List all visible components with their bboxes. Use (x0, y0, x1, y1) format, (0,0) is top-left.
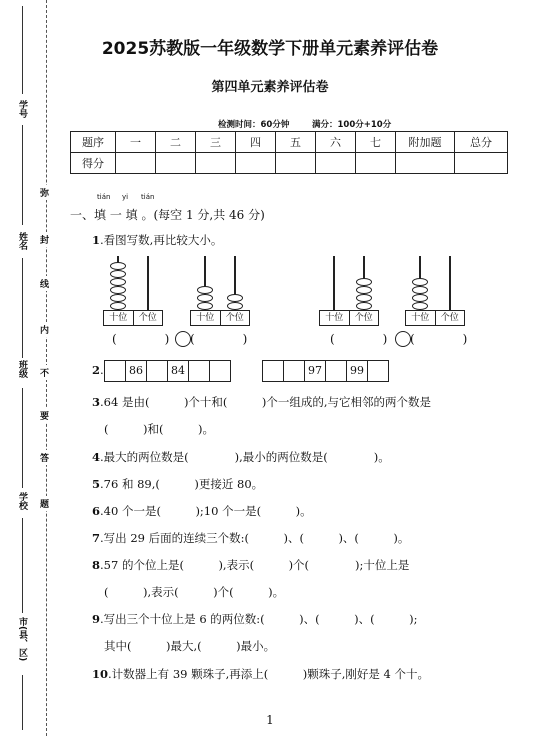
answer-blank[interactable]: ( ) (190, 332, 248, 346)
seal-char: 封 (40, 232, 49, 247)
label-school: 学校 (17, 492, 27, 510)
exam-score: 满分：100分+10分 (312, 120, 392, 130)
number-cell[interactable] (325, 361, 346, 381)
label-name: 姓名 (17, 232, 27, 250)
answer-blank[interactable]: ( ) (330, 332, 388, 346)
compare-circle[interactable] (175, 331, 191, 347)
score-cell[interactable] (396, 153, 455, 174)
blank-line (22, 125, 23, 225)
blank-line (22, 388, 23, 488)
question-text: .40 个一是( );10 个一是( )。 (100, 504, 312, 518)
pinyin: yi (122, 193, 129, 201)
table-cell: 总分 (455, 132, 508, 153)
question-3 (92, 394, 431, 410)
number-cell[interactable] (188, 361, 209, 381)
score-cell[interactable] (276, 153, 316, 174)
question-text: .写出三个十位上是 6 的两位数:( )、( )、( ); (100, 612, 418, 626)
question-5 (92, 476, 263, 492)
question-number: 4 (92, 450, 101, 464)
question-8-line2: ( ),表示( )个( )。 (104, 585, 285, 599)
score-cell[interactable] (156, 153, 196, 174)
seal-char: 答 (40, 450, 49, 465)
question-text: .76 和 89,( )更接近 80。 (100, 477, 264, 491)
question-10 (92, 666, 429, 682)
tens-label: 十位 (411, 313, 430, 323)
question-6 (92, 503, 312, 519)
number-cell[interactable] (105, 361, 125, 381)
exam-title: 2025苏教版一年级数学下册单元素养评估卷 (101, 39, 439, 59)
answer-blank[interactable]: ( ) (112, 332, 170, 346)
number-sequence (262, 360, 389, 382)
table-cell: 二 (156, 132, 196, 153)
ones-label: 个位 (133, 311, 163, 325)
table-cell: 题序 (71, 132, 116, 153)
seal-char: 题 (40, 496, 49, 511)
score-table (70, 131, 508, 174)
question-text: .看图写数,再比较大小。 (100, 233, 223, 247)
question-text: .计数器上有 39 颗珠子,再添上( )颗珠子,刚好是 4 个十。 (108, 667, 430, 681)
score-cell[interactable] (316, 153, 356, 174)
question-number: 8 (92, 558, 101, 572)
tens-label: 十位 (109, 313, 128, 323)
question-text: .写出 29 后面的连续三个数:( )、( )、( )。 (100, 531, 410, 545)
question-number: 2 (92, 363, 101, 377)
seal-char: 内 (40, 322, 49, 337)
label-city: 市(县、区) (17, 617, 27, 662)
exam-subtitle: 第四单元素养评估卷 (211, 80, 329, 95)
question-number: 1 (92, 233, 101, 247)
table-cell: 一 (116, 132, 156, 153)
number-cell[interactable] (263, 361, 283, 381)
number-cell: 84 (167, 361, 188, 381)
table-cell: 六 (316, 132, 356, 153)
number-cell[interactable] (146, 361, 167, 381)
number-cell[interactable] (367, 361, 388, 381)
abacus (405, 256, 465, 328)
label-class: 班级 (17, 360, 27, 378)
table-cell: 四 (236, 132, 276, 153)
number-cell: 99 (346, 361, 367, 381)
table-cell: 得分 (71, 153, 116, 174)
ones-label: 个位 (435, 311, 465, 325)
abacus (319, 256, 379, 328)
blank-line (22, 518, 23, 613)
question-7 (92, 530, 409, 546)
label-student-id: 学号 (17, 100, 27, 118)
answer-blank[interactable]: ( ) (410, 332, 468, 346)
seal-char: 弥 (40, 185, 49, 200)
number-cell[interactable] (209, 361, 230, 381)
question-number: 3 (92, 395, 101, 409)
question-4 (92, 449, 390, 465)
score-cell[interactable] (455, 153, 508, 174)
number-sequence (104, 360, 231, 382)
pinyin: tián (97, 193, 111, 201)
score-cell[interactable] (236, 153, 276, 174)
section-heading: 一、填 一 填 。(每空 1 分,共 46 分) (70, 208, 265, 222)
question-number: 6 (92, 504, 101, 518)
table-cell: 附加题 (396, 132, 455, 153)
question-number: 7 (92, 531, 101, 545)
exam-time: 检测时间：60分钟 (218, 120, 290, 130)
table-cell: 三 (196, 132, 236, 153)
score-cell[interactable] (116, 153, 156, 174)
question-number: 10 (92, 667, 109, 681)
ones-label: 个位 (349, 311, 379, 325)
compare-circle[interactable] (395, 331, 411, 347)
question-8 (92, 557, 409, 573)
question-number: 9 (92, 612, 101, 626)
score-cell[interactable] (356, 153, 396, 174)
question-1 (92, 232, 222, 248)
page-number: 1 (266, 713, 274, 727)
ones-label: 个位 (220, 311, 250, 325)
question-text: .64 是由( )个十和( )个一组成的,与它相邻的两个数是 (100, 395, 432, 409)
question-text: .最大的两位数是( ),最小的两位数是( )。 (100, 450, 390, 464)
abacus (103, 256, 163, 328)
question-text: .57 的个位上是( ),表示( )个( );十位上是 (100, 558, 410, 572)
question-2: 2. (92, 363, 104, 377)
score-cell[interactable] (196, 153, 236, 174)
seal-char: 不 (40, 365, 49, 380)
seal-char: 要 (40, 408, 49, 423)
pinyin: tián (141, 193, 155, 201)
blank-line (22, 258, 23, 358)
question-number: 5 (92, 477, 101, 491)
question-9-line2: 其中( )最大,( )最小。 (104, 639, 276, 653)
tens-label: 十位 (196, 313, 215, 323)
question-3-line2: ( )和( )。 (104, 422, 214, 436)
seal-char: 线 (40, 276, 49, 291)
abacus (190, 256, 250, 328)
number-cell: 97 (304, 361, 325, 381)
number-cell: 86 (125, 361, 146, 381)
tens-label: 十位 (325, 313, 344, 323)
question-9 (92, 611, 417, 627)
table-cell: 七 (356, 132, 396, 153)
table-cell: 五 (276, 132, 316, 153)
number-cell[interactable] (283, 361, 304, 381)
